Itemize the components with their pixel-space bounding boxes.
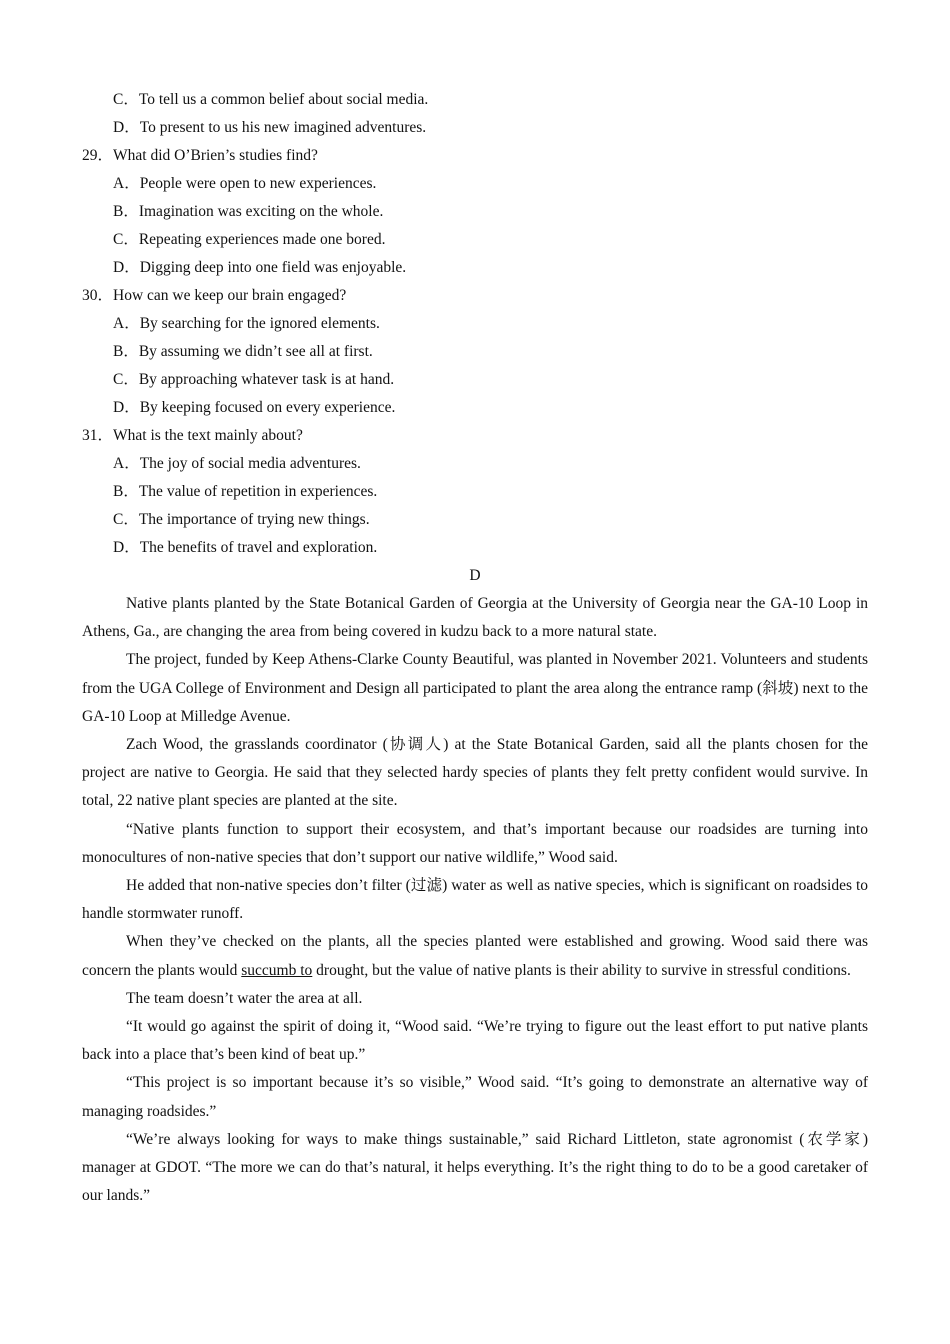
option-text: Repeating experiences made one bored. — [138, 231, 386, 248]
passage-paragraph-6 — [82, 928, 868, 984]
option-text: To present to us his new imagined adventures. — [139, 119, 427, 136]
option-text: By assuming we didn’t see all at first. — [138, 343, 373, 360]
passage-paragraph-1: Native plants planted by the State Botanical Garden of Georgia at the University of Georgia near the GA-10 Loop in Athens, Ga., are changing the area from being covered in kudzu back to a more natural state. — [82, 595, 868, 641]
passage-paragraph-7: The team doesn’t water the area at all. — [126, 989, 363, 1007]
passage-paragraph-4: “Native plants function to support their ecosystem, and that’s important because our roadsides are turning into monocultures of non-native species that don’t support our native wildlife,” Wood said. — [82, 820, 868, 866]
option-text: By approaching whatever task is at hand. — [138, 371, 395, 388]
option-letter: C． — [113, 91, 139, 108]
q30-option-d — [82, 394, 868, 422]
option-text: The value of repetition in experiences. — [138, 483, 378, 500]
q29-stem: 29．What did O’Brien’s studies find? — [82, 147, 318, 164]
option-letter: A． — [113, 315, 140, 332]
exam-page — [82, 86, 868, 1210]
option-letter: C． — [113, 371, 139, 388]
option-text: People were open to new experiences. — [139, 175, 377, 192]
q31-option-a — [82, 450, 868, 478]
option-text: By searching for the ignored elements. — [139, 315, 380, 332]
option-text: To tell us a common belief about social media. — [138, 91, 429, 108]
q30-option-b — [82, 338, 868, 366]
q31-option-c — [82, 506, 868, 534]
option-text: By keeping focused on every experience. — [139, 399, 396, 416]
passage-paragraph-3: Zach Wood, the grasslands coordinator (协调人) at the State Botanical Garden, said all the plants chosen for the project are native to Georgia. He said that they selected hardy species of plants they felt pretty confident would survive. In total, 22 native plant species are planted at the site. — [82, 736, 868, 810]
option-letter: D． — [113, 259, 140, 276]
q31-stem: 31．What is the text mainly about? — [82, 427, 303, 444]
q31-option-b — [82, 478, 868, 506]
passage-paragraph-2: The project, funded by Keep Athens-Clarke County Beautiful, was planted in November 2021. Volunteers and students from the UGA College of Environment and Design all participated to plant the area along the entrance ramp (斜坡) next to the GA-10 Loop at Milledge Avenue. — [82, 651, 868, 725]
q30-option-a — [82, 310, 868, 338]
option-letter: B． — [113, 483, 139, 500]
option-letter: C． — [113, 511, 139, 528]
q29-option-b — [82, 198, 868, 226]
passage-paragraph-8: “It would go against the spirit of doing it, “Wood said. “We’re trying to figure out the least effort to put native plants back into a place that’s been kind of beat up.” — [82, 1018, 868, 1064]
option-letter: D． — [113, 399, 140, 416]
q28-option-d — [82, 114, 868, 142]
paragraph-text: drought, but the value of native plants is their ability to survive in stressful conditions. — [312, 961, 851, 979]
passage-paragraph-10: “We’re always looking for ways to make things sustainable,” said Richard Littleton, state agronomist (农学家) manager at GDOT. “The more we can do that’s natural, it helps everything. It’s the right thing to do to be a good caretaker of our lands.” — [82, 1130, 868, 1205]
q29-option-d — [82, 254, 868, 282]
underlined-phrase: succumb to — [241, 961, 313, 979]
passage-paragraph-9: “This project is so important because it’s so visible,” Wood said. “It’s going to demonstrate an alternative way of managing roadsides.” — [82, 1074, 868, 1120]
option-text: The importance of trying new things. — [138, 511, 370, 528]
option-letter: D． — [113, 539, 140, 556]
option-text: The joy of social media adventures. — [139, 455, 361, 472]
option-letter: B． — [113, 343, 139, 360]
option-letter: C． — [113, 231, 139, 248]
option-letter: B． — [113, 203, 139, 220]
paragraph-text: When they’ve checked on the plants, all the species planted were established and growing. Wood said there was concern the plants would — [82, 933, 868, 979]
option-letter: A． — [113, 455, 140, 472]
q29-option-a — [82, 170, 868, 198]
q31-option-d — [82, 534, 868, 562]
q30-option-c — [82, 366, 868, 394]
option-letter: D． — [113, 119, 140, 136]
passage-paragraph-5: He added that non-native species don’t filter (过滤) water as well as native species, which is significant on roadsides to handle stormwater runoff. — [82, 877, 868, 923]
option-text: The benefits of travel and exploration. — [139, 539, 378, 556]
option-text: Digging deep into one field was enjoyable. — [139, 259, 407, 276]
passage-label: D — [469, 567, 481, 584]
q28-option-c — [82, 86, 868, 114]
q30-stem: 30．How can we keep our brain engaged? — [82, 287, 347, 304]
option-letter: A． — [113, 175, 140, 192]
q29-option-c — [82, 226, 868, 254]
option-text: Imagination was exciting on the whole. — [138, 203, 384, 220]
